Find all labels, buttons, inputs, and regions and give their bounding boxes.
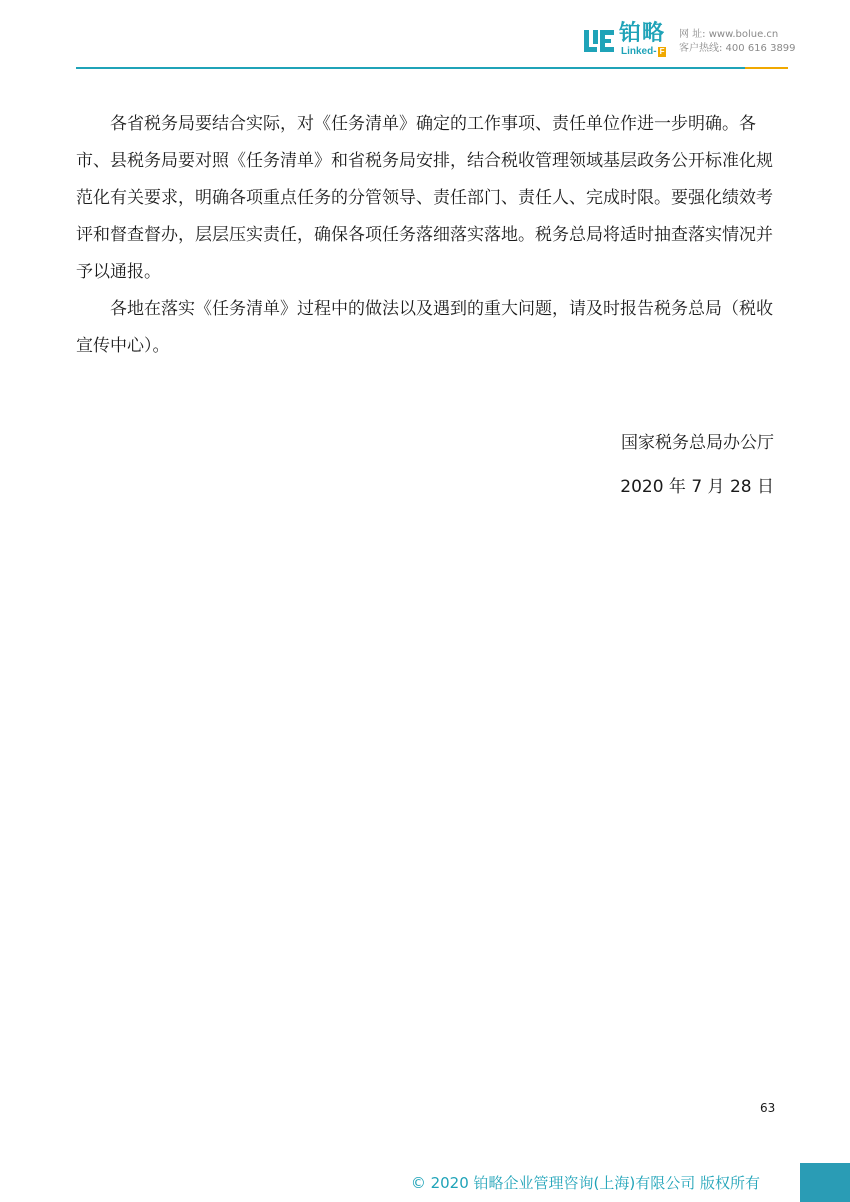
body-paragraph-2: 各地在落实《任务清单》过程中的做法以及遇到的重大问题，请及时报告税务总局（税收宣传中心）。 <box>76 299 773 356</box>
header-divider <box>76 67 788 69</box>
logo-english-tag: F <box>659 47 665 56</box>
hotline-line: 客户热线: 400 616 3899 <box>679 43 796 54</box>
logo-english-prefix: Linked- <box>621 46 657 57</box>
footer-color-block <box>800 1163 850 1202</box>
signature-organization: 国家税务总局办公厅 <box>621 433 774 453</box>
header-divider-accent <box>745 67 788 69</box>
contact-info <box>679 28 796 56</box>
page-number: 63 <box>760 1101 776 1115</box>
logo-english-name <box>621 46 666 58</box>
bolue-logo-icon <box>584 26 614 56</box>
website-line: 网 址: www.bolue.cn <box>679 29 779 40</box>
footer-copyright: © 2020 铂略企业管理咨询(上海)有限公司 版权所有 <box>410 1174 760 1192</box>
body-paragraph-1: 各省税务局要结合实际，对《任务清单》确定的工作事项、责任单位作进一步明确。各市、县税务局要对照《任务清单》和省税务局安排，结合税收管理领域基层政务公开标准化规范化有关要求，明确各项重点任务的分管领导、责任部门、责任人、完成时限。要强化绩效考评和督查督办，层层压实责任，确保各项任务落细落实落地。税务总局将适时抽查落实情况并予以通报。 <box>76 114 773 282</box>
logo-chinese-name: 铂略 <box>619 21 666 46</box>
document-body <box>76 106 778 365</box>
signature-date: 2020 年 7 月 28 日 <box>620 477 774 497</box>
page-header <box>0 0 850 70</box>
